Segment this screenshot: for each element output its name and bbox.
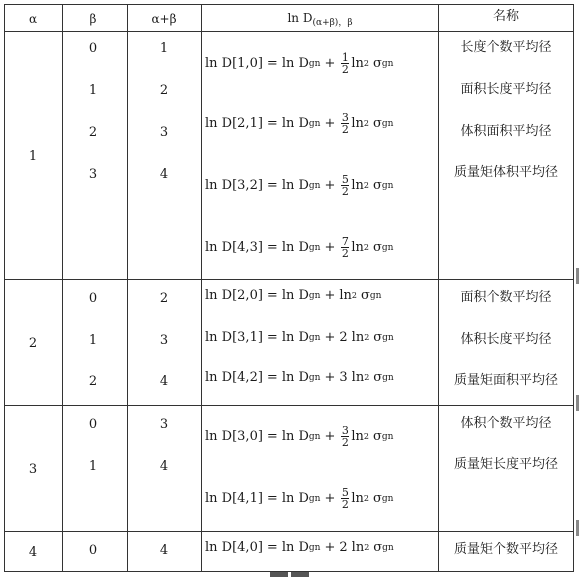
beta-value: 1 (88, 459, 98, 474)
alpha-value: 1 (28, 149, 38, 164)
sum-value: 4 (159, 459, 169, 474)
header-ln-d: $\ln D_{(\alpha+\beta),\beta}$ (287, 11, 353, 28)
beta-value: 3 (88, 167, 98, 182)
formula: ln D [3,1] = ln D gn + 2 ln 2 σ gn (205, 330, 394, 345)
sum-value: 1 (159, 41, 169, 56)
fraction: $\frac{3}{2}$ (341, 111, 349, 136)
alpha-value: 4 (28, 545, 38, 560)
name-label: 质量矩体积平均径 (453, 165, 559, 180)
header-name: 名称 (492, 9, 520, 24)
alpha-value: 2 (28, 336, 38, 351)
name-label: 体积长度平均径 (460, 332, 552, 347)
sum-value: 3 (159, 417, 169, 432)
beta-value: 1 (88, 333, 98, 348)
name-label: 面积个数平均径 (460, 290, 552, 305)
sum-value: 2 (159, 291, 169, 306)
name-label: 体积个数平均径 (460, 416, 552, 431)
beta-value: 0 (88, 417, 98, 432)
name-label: 质量矩长度平均径 (453, 457, 559, 472)
row-divider (5, 279, 573, 280)
formula: ln D [1,0] = ln D gn + $\frac{1}{2}$ ln 2 σ gn (205, 51, 394, 76)
formula: ln D [2,0] = ln D gn + ln 2 σ gn (205, 288, 382, 303)
sum-value: 3 (159, 125, 169, 140)
row-divider (5, 405, 573, 406)
formula: ln D [2,1] = ln D gn + $\frac{3}{2}$ ln 2 σ gn (205, 111, 394, 136)
selection-handle[interactable] (270, 572, 288, 577)
column-divider (127, 5, 128, 571)
name-label: 面积长度平均径 (460, 82, 552, 97)
formula: ln D [3,2] = ln D gn + $\frac{5}{2}$ ln 2 σ gn (205, 173, 394, 198)
header-beta: β (89, 12, 97, 26)
beta-value: 0 (88, 291, 98, 306)
column-divider (62, 5, 63, 571)
name-label: 质量矩个数平均径 (453, 542, 559, 557)
sum-value: 4 (159, 543, 169, 558)
formula: ln D [4,0] = ln D gn + 2 ln 2 σ gn (205, 540, 394, 555)
sum-value: 3 (159, 333, 169, 348)
column-divider (438, 5, 439, 571)
fraction: $\frac{7}{2}$ (341, 235, 349, 260)
fraction: $\frac{5}{2}$ (341, 173, 349, 198)
sum-value: 4 (159, 374, 169, 389)
formula: ln D [4,1] = ln D gn + $\frac{5}{2}$ ln 2 σ gn (205, 486, 394, 511)
sum-value: 4 (159, 167, 169, 182)
name-label: 质量矩面积平均径 (453, 373, 559, 388)
sum-value: 2 (159, 83, 169, 98)
name-label: 长度个数平均径 (460, 40, 552, 55)
column-divider (201, 5, 202, 571)
formula: ln D [3,0] = ln D gn + $\frac{3}{2}$ ln 2 σ gn (205, 424, 394, 449)
header-alpha-plus-beta: α+β (151, 12, 177, 26)
header-alpha: α (28, 12, 38, 26)
alpha-value: 3 (28, 462, 38, 477)
fraction: $\frac{1}{2}$ (341, 51, 349, 76)
row-divider (5, 531, 573, 532)
beta-value: 2 (88, 125, 98, 140)
beta-value: 0 (88, 543, 98, 558)
fraction: $\frac{5}{2}$ (341, 486, 349, 511)
formula: ln D [4,3] = ln D gn + $\frac{7}{2}$ ln 2 σ gn (205, 235, 394, 260)
selection-handle[interactable] (291, 572, 309, 577)
beta-value: 1 (88, 83, 98, 98)
name-label: 体积面积平均径 (460, 124, 552, 139)
beta-value: 0 (88, 41, 98, 56)
row-divider (5, 31, 573, 32)
fraction: $\frac{3}{2}$ (341, 424, 349, 449)
formula: ln D [4,2] = ln D gn + 3 ln 2 σ gn (205, 370, 394, 385)
beta-value: 2 (88, 374, 98, 389)
